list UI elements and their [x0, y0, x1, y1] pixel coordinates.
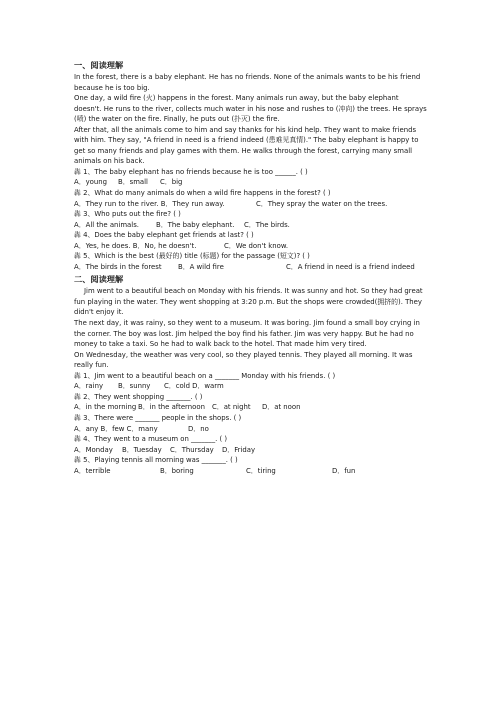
question: 犇 1、The baby elephant has no friends because he is too ______. ( ) — [74, 167, 308, 176]
option: D．Friday — [222, 445, 256, 454]
option: C．big — [160, 178, 183, 187]
passage-2-paragraph: On Wednesday, the weather was very cool, so they played tennis. They played all morning. It was really fun. — [74, 350, 413, 370]
option: C．They spray the water on the trees. — [256, 199, 388, 208]
option: A．any B．few C．many — [74, 424, 158, 433]
option: B．small — [118, 178, 148, 187]
option: B．boring — [160, 466, 194, 475]
option: A．Yes, he does. B．No, he doesn't. — [74, 241, 197, 250]
section-1-heading: 一、阅读理解 — [74, 60, 124, 70]
options-row — [74, 381, 428, 392]
option: A．in the morning — [74, 403, 137, 412]
options-row — [74, 220, 428, 231]
option: A．terrible — [74, 466, 111, 475]
option: C．cold D．warm — [164, 382, 224, 391]
options-row — [74, 177, 428, 188]
worksheet-page — [74, 58, 428, 476]
option: C．The birds. — [244, 220, 290, 229]
options-row — [74, 466, 428, 477]
question: 犇 2、What do many animals do when a wild fire happens in the forest? ( ) — [74, 189, 331, 198]
option: B．in the afternoon — [138, 403, 205, 412]
option: D．no — [188, 424, 209, 433]
option: C．at night — [212, 403, 251, 412]
option: D．fun — [332, 466, 356, 475]
option: C．We don't know. — [224, 241, 289, 250]
option: C．Thursday — [170, 445, 214, 454]
option: A．All the animals. — [74, 220, 139, 229]
option: B．A wild fire — [178, 262, 224, 271]
option: B．The baby elephant. — [156, 220, 235, 229]
option: A．young — [74, 178, 108, 187]
passage-1-paragraph: One day, a wild fire (火) happens in the forest. Many animals run away, but the baby elephant doesn't. He runs to the river, collects much water in his nose and rushes to (冲向) the trees. He sprays (喷) the water on the fire. Finally, he puts out (扑灭) the fire. — [74, 94, 427, 124]
question: 犇 1、Jim went to a beautiful beach on a _______ Monday with his friends. ( ) — [74, 371, 336, 380]
options-row — [74, 241, 428, 252]
passage-1-paragraph: After that, all the animals come to him and say thanks for his kind help. They want to make friends with him. They say, "A friend in need is a friend indeed (患难见真情)." The baby elephant is happy to get so many friends and play games with them. He walks through the forest, carrying many small animals on his back. — [74, 125, 419, 166]
question: 犇 2、They went shopping _______. ( ) — [74, 392, 203, 401]
section-2-heading: 二、阅读理解 — [74, 274, 124, 285]
option: B．sunny — [118, 382, 151, 391]
option: C．tiring — [246, 466, 276, 475]
options-row — [74, 402, 428, 413]
question: 犇 4、Does the baby elephant get friends at last? ( ) — [74, 231, 254, 240]
option: B．Tuesday — [122, 445, 162, 454]
option: A．The birds in the forest — [74, 262, 162, 271]
option: D．at noon — [262, 403, 301, 412]
option: A．They run to the river. B．They run away. — [74, 199, 225, 208]
passage-2-paragraph: The next day, it was rainy, so they went to a museum. It was boring. Jim found a small boy crying in the corner. The boy was lost. Jim helped the boy find his father. Jim was very happy. But he had no money to take a taxi. So he had to walk back to the hotel. That made him very tired. — [74, 319, 420, 349]
passage-2-paragraph: Jim went to a beautiful beach on Monday with his friends. It was sunny and hot. So they had great fun playing in the water. They went shopping at 3:20 p.m. But the shops were crowded(拥挤的). They didn't enjoy it. — [74, 287, 423, 317]
question: 犇 3、There were _______ people in the shops. ( ) — [74, 413, 242, 422]
option: A．Monday — [74, 445, 113, 454]
question: 犇 3、Who puts out the fire? ( ) — [74, 210, 181, 219]
question: 犇 4、They went to a museum on _______. ( ) — [74, 435, 228, 444]
passage-1-paragraph: In the forest, there is a baby elephant. He has no friends. None of the animals wants to be his friend because he is too big. — [74, 73, 421, 92]
options-row — [74, 445, 428, 456]
options-row — [74, 424, 428, 435]
option: C．A friend in need is a friend indeed — [286, 262, 415, 271]
option: A．rainy — [74, 382, 104, 391]
question: 犇 5、Which is the best (最好的) title (标题) for the passage (短文)? ( ) — [74, 252, 310, 261]
options-row — [74, 199, 428, 210]
options-row — [74, 262, 428, 273]
question: 犇 5、Playing tennis all morning was _______. ( ) — [74, 456, 238, 465]
